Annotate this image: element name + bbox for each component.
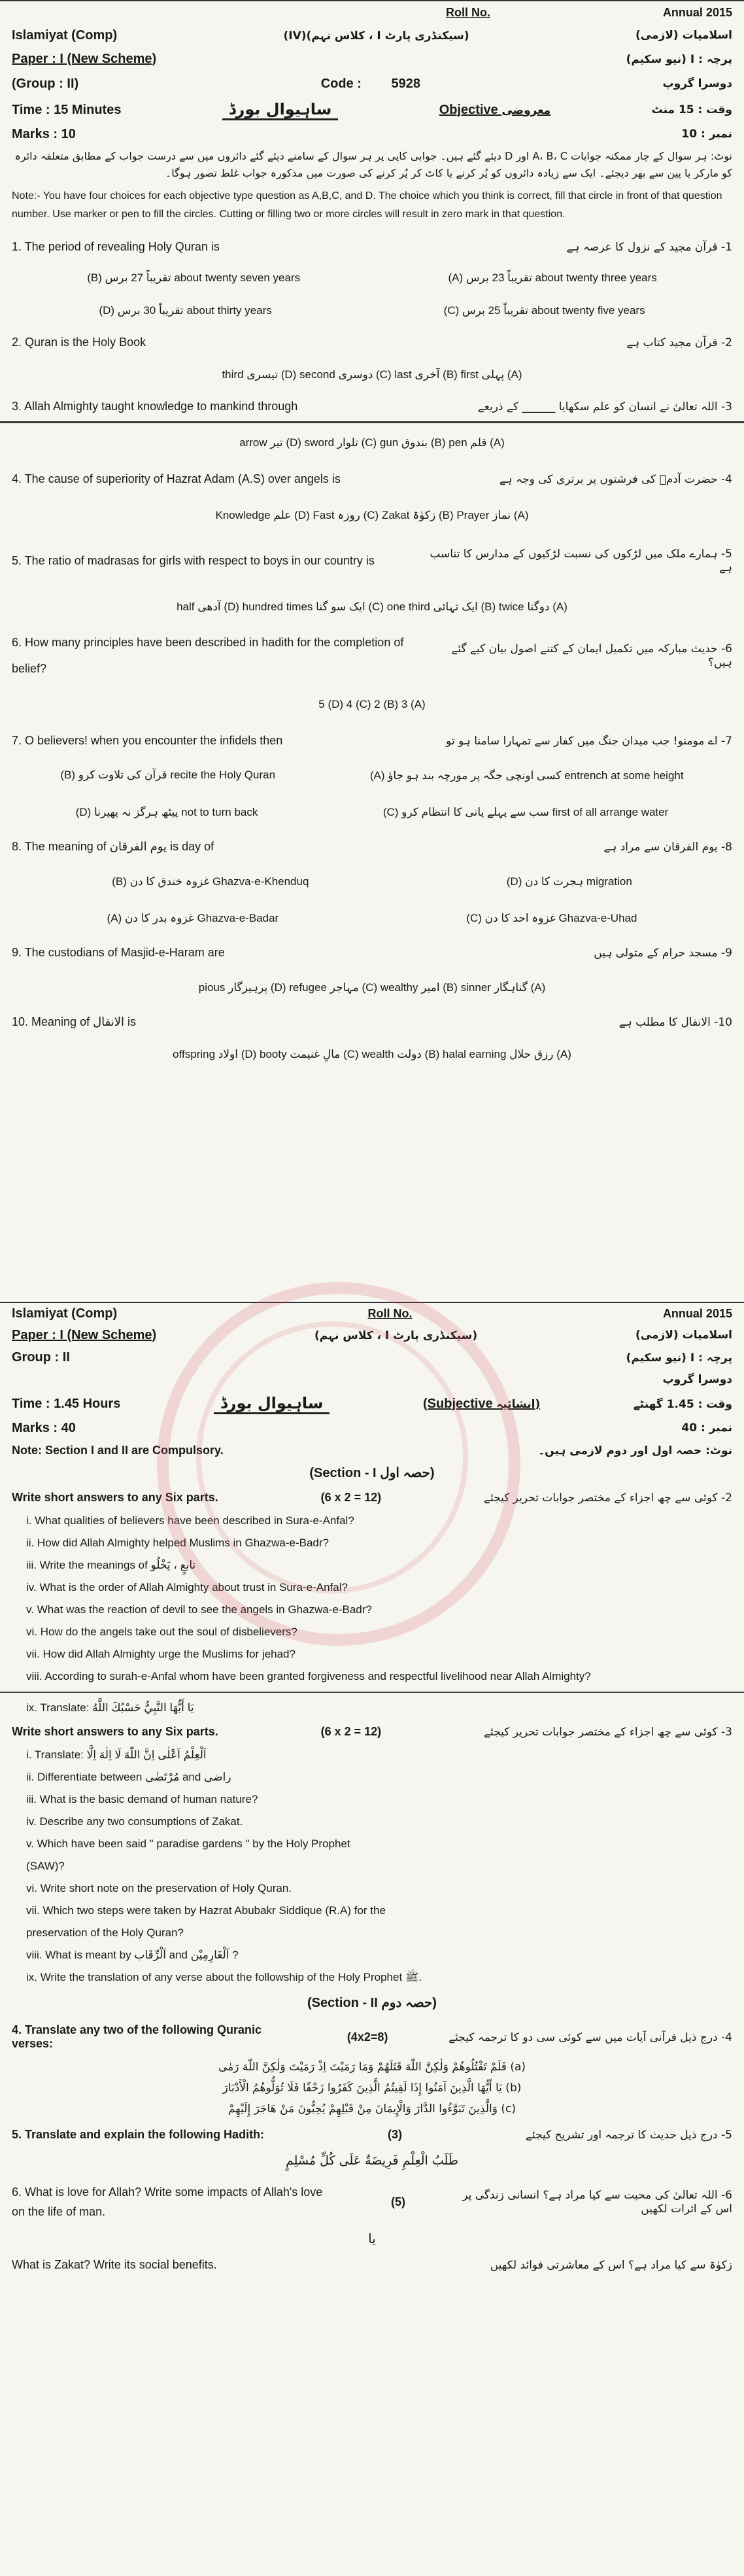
obj-header-row-6 [0, 123, 744, 145]
question-8 [0, 830, 744, 863]
group-english: (Group : II) [12, 76, 79, 91]
question-3-parts [0, 1744, 744, 1989]
question-10-text: 10. Meaning of الانفال is [12, 1015, 137, 1028]
question-4-text: 4. The cause of superiority of Hazrat Adam (A.S) over angels is [12, 472, 341, 485]
paper-urdu: پرچہ : I (نیو سکیم) [626, 52, 732, 66]
question-5-urdu: 5- ہمارے ملک میں لڑکوں کی نسبت لڑکیوں کے مدارس کا تناسب ہے [430, 548, 732, 574]
question-8-urdu: 8- یوم الفرقان سے مراد ہے [603, 840, 732, 854]
section-2-heading: (Section - II حصہ دوم) [307, 1996, 437, 2010]
class-urdu: (سیکنڈری پارٹ I ، کلاس نہم)(IV) [283, 29, 469, 43]
question-8-options-row-1 [0, 863, 744, 899]
group-urdu: دوسرا گروپ [662, 77, 732, 90]
question-6-urdu: 6- حدیث مبارکہ میں تکمیل ایمان کے کتنے اصول بیان کیے گئے ہیں؟ [451, 642, 732, 669]
question-8-text: 8. The meaning of يوم الفرقان is day of [12, 839, 214, 853]
question-8-option-b: (B) غزوہ خندق کا دن Ghazva-e-Khenduq [112, 875, 309, 888]
question-9-text: 9. The custodians of Masjid-e-Haram are [12, 945, 225, 959]
hadith-text: طَلَبُ الْعِلْمِ فَرِيضَةٌ عَلَى كُلِّ مُسْلِمٍ [286, 2153, 458, 2168]
question-5-text: 5. The ratio of madrasas for girls with respect to boys in our country is [12, 554, 375, 567]
question-7-urdu: 7- اے مومنو! جب میدان جنگ میں کفار سے تمہارا سامنا ہو تو [446, 734, 732, 748]
question-1-option-a: (A) تقریباً 23 برس about twenty three years [448, 271, 657, 284]
question-3-text: 3. Allah Almighty taught knowledge to mankind through [12, 399, 298, 413]
question-1 [0, 232, 744, 262]
subj-annual-year: Annual 2015 [662, 1306, 732, 1320]
annual-year: Annual 2015 [662, 5, 732, 19]
question-1-option-c: (C) تقریباً 25 برس about twenty five years [443, 304, 645, 317]
question-2-marks: (6 x 2 = 12) [320, 1490, 382, 1504]
subject-english: Islamiyat (Comp) [12, 27, 118, 43]
note-english: Note:- You have four choices for each objective type question as A,B,C, and D. The choice which you think is correct, fill that circle in front of that question number. Use marker or pen to fill the circles. Cutting or filling two or more circles will result in zero mark in that question. [12, 190, 722, 220]
question-9-urdu: 9- مسجد حرام کے متولی ہیں [594, 946, 732, 960]
question-4 [0, 462, 744, 495]
subj-group-english: Group : II [12, 1349, 70, 1365]
question-4-options [0, 495, 744, 534]
question-1-text: 1. The period of revealing Holy Quran is [12, 239, 220, 253]
question-3-part: i. Translate: اَلْعِلْمُ اَعْلٰى اِنَّ اللّٰهَ لَا اِلٰهَ اِلَّا [26, 1749, 207, 1761]
question-3-part: viii. What is meant by اَلْرِّقَاب and اَلْغَارِمِيْن ? [26, 1949, 239, 1961]
question-7-option-b: (B) قرآن کی تلاوت کرو recite the Holy Quran [60, 769, 276, 781]
question-4-marks: (4x2=8) [347, 2030, 388, 2044]
question-2-part: i. What qualities of believers have been described in Sura-e-Anfal? [26, 1514, 354, 1527]
quranic-verse: (b) يَا أَيُّهَا الَّذِينَ آمَنُوا إِذَا لَقِيتُمُ الَّذِينَ كَفَرُوا زَحْفًا فَلَا تُوَلُّوهُمُ الْأَدْبَارَ [222, 2081, 522, 2095]
question-5-options-text: half آدھی (D) hundred times ایک سو گنا (C) one third ایک تہائی (B) twice دوگنا (A) [177, 600, 567, 613]
question-2-part: ii. How did Allah Almighty helped Muslims in Ghazwa-e-Badr? [26, 1537, 329, 1549]
subj-header-row-2 [0, 1324, 744, 1346]
question-4-instruction-urdu: 4- درج ذیل قرآنی آیات میں سے کوئی سی دو کا ترجمہ کیجئے [448, 2030, 732, 2044]
obj-header-row-3 [0, 47, 744, 71]
question-2-instruction-urdu: 2- کوئی سے چھ اجزاء کے مختصر جوابات تحریر کیجئے [484, 1491, 732, 1505]
question-4-urdu: 4- حضرت آدمؑ کی فرشتوں پر برتری کی وجہ ہے [499, 472, 732, 486]
question-3-part: iii. What is the basic demand of human nature? [26, 1793, 258, 1805]
question-3-part: iv. Describe any two consumptions of Zakat. [26, 1815, 243, 1828]
subj-header-row-3 [0, 1346, 744, 1368]
marks-english: Marks : 10 [12, 126, 76, 141]
question-6-instruction-urdu: 6- اللہ تعالیٰ کی محبت سے کیا مراد ہے؟ انسانی زندگی پر اس کے اثرات لکھیں [462, 2189, 732, 2216]
question-1-options-row-2 [0, 294, 744, 327]
question-3-part: ii. Differentiate between مُرْتَضٰی and راضی [26, 1771, 231, 1783]
subj-header-row-4 [0, 1368, 744, 1391]
question-3-part: vi. Write short note on the preservation of Holy Quran. [26, 1882, 292, 1894]
question-8-option-d: (D) ہجرت کا دن migration [506, 875, 632, 888]
subjective-urdu: انشائیہ) [496, 1397, 541, 1411]
question-6-marks: (5) [391, 2195, 405, 2208]
question-2-options [0, 357, 744, 391]
question-1-options-row-1 [0, 262, 744, 294]
question-3 [0, 391, 744, 423]
question-7-option-c: (C) سب سے پہلے پانی کا انتظام کرو first of all arrange water [382, 805, 669, 818]
code-label: Code : [320, 76, 362, 91]
question-6-alternative-urdu: زکوٰۃ سے کیا مراد ہے؟ اس کے معاشرتی فوائد لکھیں [490, 2258, 732, 2272]
question-2-part-ix: ix. Translate: يَا أَيُّهَا النَّبِيُّ حَسْبُكَ اللَّهُ [26, 1701, 194, 1714]
obj-header-row-2 [0, 24, 744, 47]
question-1-option-d: (D) تقریباً 30 برس about thirty years [99, 304, 272, 317]
question-3-part: v. Which have been said " paradise gardens " by the Holy Prophet (SAW)? [26, 1837, 350, 1872]
question-7-option-d: (D) پیٹھ ہرگز نہ پھیرنا not to turn back [75, 805, 258, 818]
question-4-instruction: 4. Translate any two of the following Quranic verses: [12, 2023, 262, 2050]
question-7-text: 7. O believers! when you encounter the infidels then [12, 733, 283, 747]
question-6-or: یا [368, 2231, 376, 2246]
subj-note-urdu: نوٹ: حصہ اول اور دوم لازمی ہیں۔ [538, 1444, 732, 1457]
question-10-urdu: 10- الانفال کا مطلب ہے [618, 1015, 732, 1029]
question-9 [0, 936, 744, 969]
question-7-options-row-1 [0, 757, 744, 793]
subj-paper-english: Paper : I (New Scheme) [12, 1327, 157, 1342]
subj-board-name: ساہیوال بورڈ [214, 1394, 330, 1414]
question-5 [0, 534, 744, 587]
question-2-text: 2. Quran is the Holy Book [12, 335, 146, 349]
subj-note-row [0, 1439, 744, 1461]
question-2 [0, 327, 744, 357]
subj-header-row-1 [0, 1303, 744, 1324]
time-english: Time : 15 Minutes [12, 102, 122, 117]
question-6-instruction: 6. What is love for Allah? Write some impacts of Allah's love on the life of man. [12, 2185, 323, 2218]
quranic-verse: (c) وَالَّذِينَ تَبَوَّءُوا الدَّارَ وَالْإِيمَانَ مِنْ قَبْلِهِمْ يُحِبُّونَ مَنْ هَاجَرَ إِلَيْهِمْ [228, 2102, 516, 2115]
subj-paper-urdu: پرچہ : I (نیو سکیم) [626, 1351, 732, 1365]
marks-urdu: نمبر : 10 [681, 128, 732, 141]
board-name: ساہیوال بورڈ [222, 100, 339, 120]
question-2-part: vi. How do the angels take out the soul of disbelievers? [26, 1626, 297, 1638]
paper-english: Paper : I (New Scheme) [12, 51, 157, 66]
subj-subject-english: Islamiyat (Comp) [12, 1306, 118, 1321]
question-2-options-text: third تیسری (D) second دوسری (C) last آخری (B) first پہلی (A) [222, 368, 522, 381]
question-5-instruction-urdu: 5- درج ذیل حدیث کا ترجمہ اور تشریح کیجئے [525, 2128, 732, 2142]
question-4-verses [0, 2057, 744, 2119]
question-2-part: vii. How did Allah Almighty urge the Muslims for jehad? [26, 1648, 296, 1660]
question-6-text: 6. How many principles have been described in hadith for the completion of belief? [12, 636, 404, 675]
question-6-alternative [0, 2252, 744, 2278]
question-5-heading [0, 2119, 744, 2150]
question-10-options-text: offspring اولاد (D) booty مالِ غنیمت (C) wealth دولت (B) halal earning رزق حلال (A) [173, 1048, 571, 1060]
question-5-marks: (3) [387, 2127, 402, 2141]
subjective-sheet [0, 1302, 744, 2576]
question-2-instruction: Write short answers to any Six parts. [12, 1490, 218, 1504]
subj-class-urdu: (سیکنڈری پارٹ I ، کلاس نہم) [314, 1329, 478, 1342]
subj-group-urdu: دوسرا گروپ [662, 1373, 732, 1386]
question-4-options-text: Knowledge علم (D) Fast روزہ (C) Zakat زکوٰۃ (B) Prayer نماز (A) [215, 508, 529, 521]
objective-english: Objective [439, 102, 498, 117]
question-8-option-a: (A) غزوہ بدر کا دن Ghazva-e-Badar [107, 911, 279, 924]
obj-header-row-5 [0, 97, 744, 123]
question-3-part: ix. Write the translation of any verse about the followship of the Holy Prophet ﷺ. [26, 1971, 422, 1983]
question-6-alternative-text: What is Zakat? Write its social benefits. [12, 2257, 217, 2271]
question-2-parts [0, 1510, 744, 1688]
question-7-option-a: (A) کسی اونچی جگہ پر مورچہ بند ہو جاؤ entrench at some height [369, 769, 684, 782]
question-3-heading [0, 1719, 744, 1744]
subjective-english: (Subjective [423, 1396, 493, 1411]
question-6-options-text: 5 (D) 4 (C) 2 (B) 3 (A) [318, 698, 426, 710]
question-2-part: iii. Write the meanings of تابعٍ ، یَخْلُو [26, 1559, 196, 1571]
roll-no-label: Roll No. [445, 5, 490, 19]
subj-header-row-6 [0, 1417, 744, 1439]
subj-header-row-5 [0, 1391, 744, 1417]
question-2-part: iv. What is the order of Allah Almighty about trust in Sura-e-Anfal? [26, 1581, 348, 1593]
subj-roll-no-label: Roll No. [367, 1306, 413, 1320]
obj-header-row-1 [0, 1, 744, 24]
subj-marks-urdu: نمبر : 40 [681, 1421, 732, 1435]
question-3-instruction: Write short answers to any Six parts. [12, 1724, 218, 1738]
question-6 [0, 626, 744, 685]
question-3-options-text: arrow تیر (D) sword تلوار (C) gun بندوق (B) pen قلم (A) [239, 436, 505, 449]
question-3-part: vii. Which two steps were taken by Hazrat Abubakr Siddique (R.A) for the preservation of the Holy Quran? [26, 1904, 386, 1939]
question-8-options-row-2 [0, 899, 744, 936]
question-10 [0, 1005, 744, 1038]
section-1-heading: (Section - I حصہ اول) [309, 1466, 435, 1480]
subj-marks-english: Marks : 40 [12, 1420, 76, 1435]
question-2-heading [0, 1485, 744, 1510]
question-7-options-row-2 [0, 793, 744, 830]
question-5-options [0, 587, 744, 626]
question-9-options [0, 969, 744, 1005]
question-8-option-c: (C) غزوہ احد کا دن Ghazva-e-Uhad [466, 911, 637, 924]
subj-time-english: Time : 1.45 Hours [12, 1396, 121, 1411]
quranic-verse: (a) فَلَمْ تَقْتُلُوهُمْ وَلٰكِنَّ اللّٰهَ قَتَلَهُمْ وَمَا رَمَيْتَ اِذْ رَمَيْتَ وَلٰكِنَّ اللّٰهَ رَمٰى [218, 2061, 526, 2074]
question-5-instruction: 5. Translate and explain the following Hadith: [12, 2127, 265, 2141]
obj-header-row-4 [0, 71, 744, 97]
question-1-option-b: (B) تقریباً 27 برس about twenty seven years [87, 271, 301, 284]
question-1-urdu: 1- قرآن مجید کے نزول کا عرصہ ہے [566, 240, 732, 254]
question-6-heading [0, 2178, 744, 2225]
question-3-instruction-urdu: 3- کوئی سے چھ اجزاء کے مختصر جوابات تحریر کیجئے [484, 1725, 732, 1739]
subj-note-english: Note: Section I and II are Compulsory. [12, 1443, 224, 1457]
note-urdu: نوٹ: ہر سوال کے چار ممکنہ جوابات A، B، C اور D دیئے گئے ہیں۔ جوابی کاپی پر ہر سوال کے سامنے دیئے گئے دائروں میں سے درست جواب کے مطابق متعلقہ دائرہ کو مارکر یا پین سے بھر دیجئے۔ ایک سے زیادہ دائروں کو پُر کرنے یا کاٹ کر پُر کرنے کی صورت میں مذکورہ جواب غلط تصور ہوگا۔ [14, 150, 732, 179]
question-10-options [0, 1038, 744, 1071]
question-2-part: viii. According to surah-e-Anfal whom have been granted forgiveness and respectful livelihood near Allah Almighty? [26, 1670, 591, 1682]
objective-urdu: معروضی [501, 103, 551, 117]
question-6-options [0, 685, 744, 724]
time-urdu: وقت : 15 منٹ [651, 103, 732, 116]
code-value: 5928 [391, 76, 421, 91]
question-4-heading [0, 2017, 744, 2057]
question-2-part: v. What was the reaction of devil to see the angels in Ghazwa-e-Badr? [26, 1603, 372, 1616]
subj-subject-urdu: اسلامیات (لازمی) [635, 1329, 732, 1342]
question-3-options [0, 423, 744, 462]
question-3-marks: (6 x 2 = 12) [320, 1724, 382, 1738]
subj-time-urdu: وقت : 1.45 گھنٹے [633, 1397, 732, 1411]
question-7 [0, 724, 744, 757]
question-3-urdu: 3- اللہ تعالیٰ نے انسان کو علم سکھایا ______ کے ذریعے [477, 400, 732, 413]
question-9-options-text: pious پرہیزگار (D) refugee مہاجر (C) wealthy امیر (B) sinner گناہگار (A) [198, 981, 546, 994]
question-2-urdu: 2- قرآن مجید کتاب ہے [626, 336, 732, 349]
subject-urdu: اسلامیات (لازمی) [635, 29, 732, 42]
